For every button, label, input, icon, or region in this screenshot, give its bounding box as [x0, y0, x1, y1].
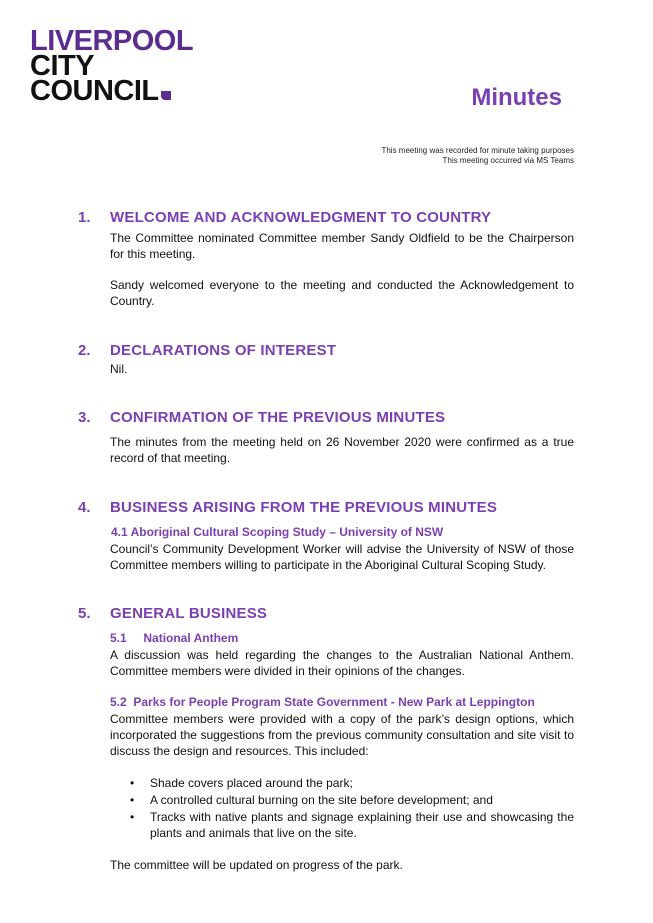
section-2-heading: DECLARATIONS OF INTEREST — [110, 342, 337, 359]
logo-line-2: CITY — [30, 50, 95, 82]
subsection-4-1-paragraph: Council’s Community Development Worker will advise the University of NSW of those Committee members willing to participate in the Aboriginal Cultural Scoping Study. — [110, 542, 574, 572]
park-design-list — [110, 775, 574, 842]
section-2-number: 2. — [78, 342, 91, 359]
section-4-heading: BUSINESS ARISING FROM THE PREVIOUS MINUTES — [110, 499, 498, 516]
section-5-heading: GENERAL BUSINESS — [110, 605, 268, 622]
subsection-5-2-heading: 5.2 Parks for People Program State Government - New Park at Leppington — [110, 695, 535, 709]
subsection-5-1-heading: 5.1 National Anthem — [110, 631, 239, 645]
subsection-5-2-paragraph: Committee members were provided with a copy of the park’s design options, which incorporated the suggestions from the previous community consultation and site visit to discuss the design and resources. This included: — [110, 712, 574, 758]
list-item: • Shade covers placed around the park; — [110, 775, 574, 791]
section-3-heading: CONFIRMATION OF THE PREVIOUS MINUTES — [110, 409, 446, 426]
section-1-heading: WELCOME AND ACKNOWLEDGMENT TO COUNTRY — [110, 209, 492, 226]
section-1-paragraph-1: The Committee nominated Committee member Sandy Oldfield to be the Chairperson for this meeting. — [110, 231, 574, 261]
section-1-paragraph-2: Sandy welcomed everyone to the meeting and conducted the Acknowledgement to Country. — [110, 278, 574, 308]
closing-paragraph: The committee will be updated on progress of the park. — [110, 858, 403, 872]
section-4-number: 4. — [78, 499, 91, 516]
section-1-number: 1. — [78, 209, 91, 226]
teams-note: This meeting occurred via MS Teams — [442, 156, 574, 165]
section-3-paragraph: The minutes from the meeting held on 26 November 2020 were confirmed as a true record of that meeting. — [110, 435, 574, 465]
logo-line-3: COUNCIL — [30, 79, 193, 104]
list-item: • Tracks with native plants and signage explaining their use and showcasing the plants and animals that live on the site. — [110, 809, 574, 841]
subsection-5-1-paragraph: A discussion was held regarding the changes to the Australian National Anthem. Committee members were divided in their opinions of the changes. — [110, 648, 574, 678]
document-title: Minutes — [471, 84, 562, 111]
recording-note: This meeting was recorded for minute taking purposes — [381, 146, 574, 155]
section-5-number: 5. — [78, 605, 91, 622]
logo-mark-icon — [161, 91, 171, 100]
section-2-paragraph: Nil. — [110, 362, 128, 376]
section-3-number: 3. — [78, 409, 91, 426]
logo-line-1: LIVERPOOL — [30, 25, 194, 57]
list-item: • A controlled cultural burning on the site before development; and — [110, 792, 574, 808]
subsection-4-1-heading: 4.1 Aboriginal Cultural Scoping Study – University of NSW — [111, 525, 444, 539]
council-logo — [30, 25, 194, 107]
